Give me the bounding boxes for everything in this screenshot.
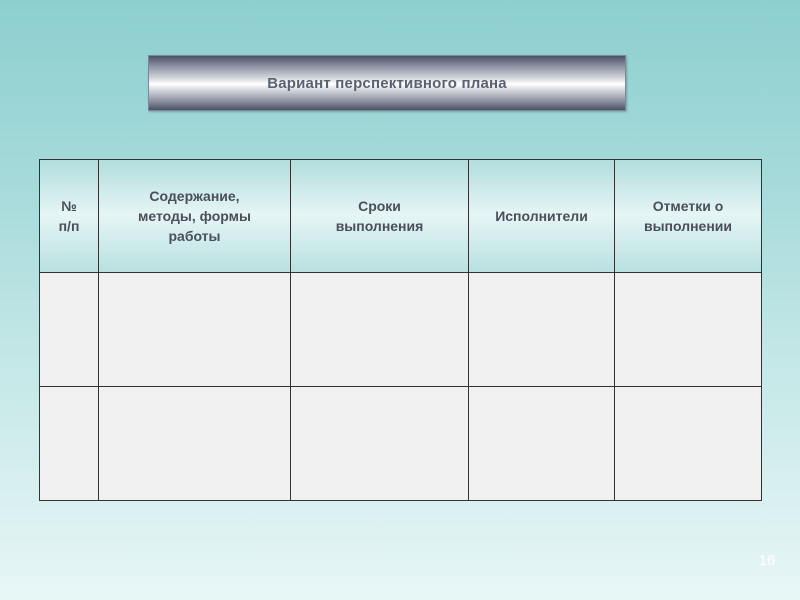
header-content — [99, 160, 291, 273]
table-cell — [99, 387, 291, 501]
table-row — [40, 387, 762, 501]
header-number — [40, 160, 99, 273]
header-content-line3: работы — [168, 228, 221, 244]
slide-title: Вариант перспективного плана — [267, 74, 507, 92]
header-deadlines-line2: выполнения — [335, 218, 424, 234]
table-cell — [615, 387, 762, 501]
header-completion-line2: выполнении — [643, 218, 733, 234]
table-cell — [469, 387, 615, 501]
table-header-row — [40, 160, 762, 273]
title-banner — [148, 55, 626, 111]
table-cell — [615, 273, 762, 387]
header-content-line2: методы, формы — [138, 208, 251, 224]
header-completion-line1: Отметки о — [652, 198, 724, 214]
page-number: 16 — [758, 552, 776, 569]
header-completion-notes — [615, 160, 762, 273]
table-row — [40, 273, 762, 387]
table-cell — [291, 273, 469, 387]
table-cell — [40, 387, 99, 501]
header-executors — [469, 160, 615, 273]
header-number-line1: № — [61, 198, 77, 214]
table-cell — [99, 273, 291, 387]
header-executors-line1: Исполнители — [495, 208, 588, 224]
table-cell — [291, 387, 469, 501]
table-cell — [40, 273, 99, 387]
table-cell — [469, 273, 615, 387]
header-number-line2: п/п — [58, 218, 80, 234]
header-deadlines — [291, 160, 469, 273]
header-content-line1: Содержание, — [149, 188, 240, 204]
header-deadlines-line1: Сроки — [358, 198, 401, 214]
plan-table — [39, 159, 762, 501]
